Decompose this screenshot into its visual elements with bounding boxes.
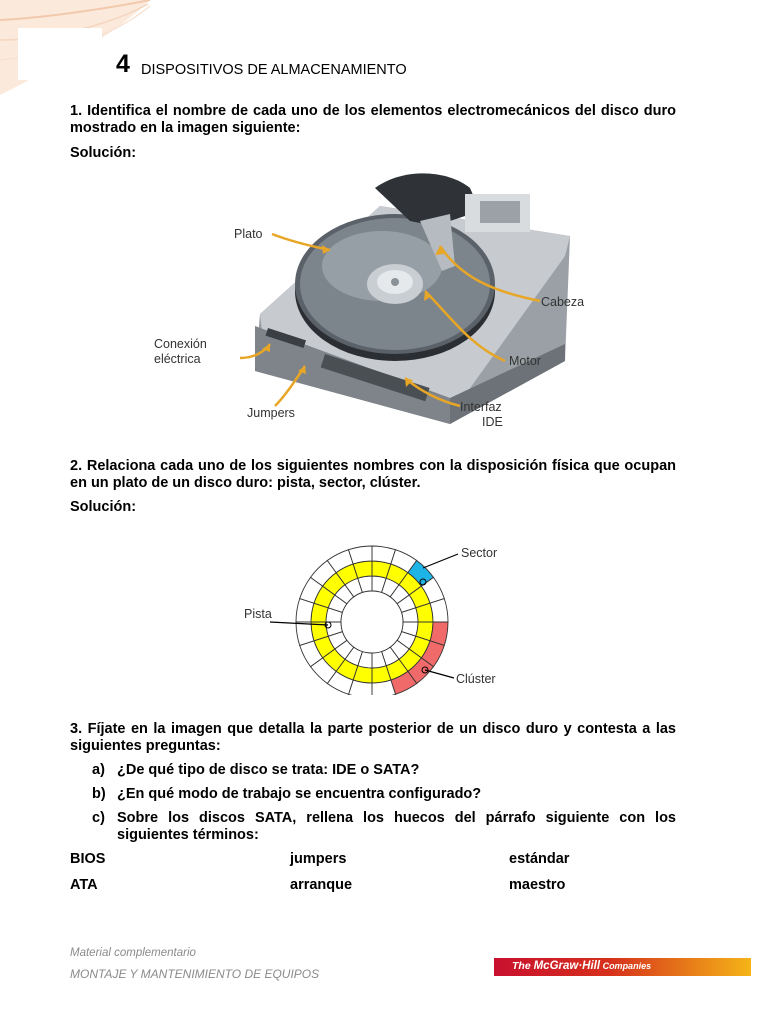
label-interfaz-1: Interfaz <box>460 400 502 414</box>
footer-course: MONTAJE Y MANTENIMIENTO DE EQUIPOS <box>70 967 320 981</box>
label-pista: Pista <box>244 607 272 621</box>
chapter-title: DISPOSITIVOS DE ALMACENAMIENTO <box>141 62 407 78</box>
label-motor: Motor <box>509 354 541 368</box>
disk-segment <box>296 622 314 645</box>
label-cabeza: Cabeza <box>541 295 585 309</box>
question-2: 2. Relaciona cada uno de los siguientes nombres con la disposición física que ocupan en un plato de un disco duro: pista, sector, clúster. <box>70 458 676 491</box>
label-conexion-1: Conexión <box>154 337 207 351</box>
question-3: 3. Fíjate en la imagen que detalla la parte posterior de un disco duro y contesta a las siguientes preguntas: <box>70 721 676 754</box>
option-c <box>92 810 676 844</box>
solution-label-2: Solución: <box>70 499 137 515</box>
publisher-logo <box>494 958 751 976</box>
question-1: 1. Identifica el nombre de cada uno de los elementos electromecánicos del disco duro mostrado en la imagen siguiente: <box>70 103 676 136</box>
chapter-box <box>18 28 102 80</box>
label-conexion-2: eléctrica <box>154 352 201 366</box>
option-b-letter: b) <box>92 786 106 802</box>
option-b-text: ¿En qué modo de trabajo se encuentra configurado? <box>117 786 482 802</box>
disk-segment <box>430 599 448 622</box>
solution-label-1: Solución: <box>70 145 137 161</box>
option-b <box>92 786 676 803</box>
term-jumpers: jumpers <box>290 851 347 867</box>
option-a <box>92 762 676 779</box>
publisher-logo-text: The McGraw·Hill Companies <box>512 960 652 972</box>
option-a-text: ¿De qué tipo de disco se trata: IDE o SATA? <box>117 762 420 778</box>
hard-disk-figure <box>150 166 600 434</box>
term-arranque: arranque <box>290 877 353 893</box>
term-ata: ATA <box>70 877 98 893</box>
label-jumpers: Jumpers <box>247 406 295 420</box>
disk-hub <box>341 591 403 653</box>
label-interfaz-2: IDE <box>482 415 503 429</box>
term-maestro: maestro <box>509 877 566 893</box>
option-c-letter: c) <box>92 810 105 826</box>
label-sector: Sector <box>461 546 498 560</box>
disk-segment <box>349 546 372 564</box>
chapter-number: 4 <box>116 50 130 78</box>
term-bios: BIOS <box>70 851 106 867</box>
footer-material: Material complementario <box>70 947 196 959</box>
label-cluster: Clúster <box>456 672 496 686</box>
label-plato: Plato <box>234 227 263 241</box>
disk-layout-figure <box>240 540 510 695</box>
option-a-letter: a) <box>92 762 105 778</box>
option-c-text: Sobre los discos SATA, rellena los huecos del párrafo siguiente con los siguientes términos: <box>117 810 676 843</box>
term-estandar: estándar <box>509 851 570 867</box>
